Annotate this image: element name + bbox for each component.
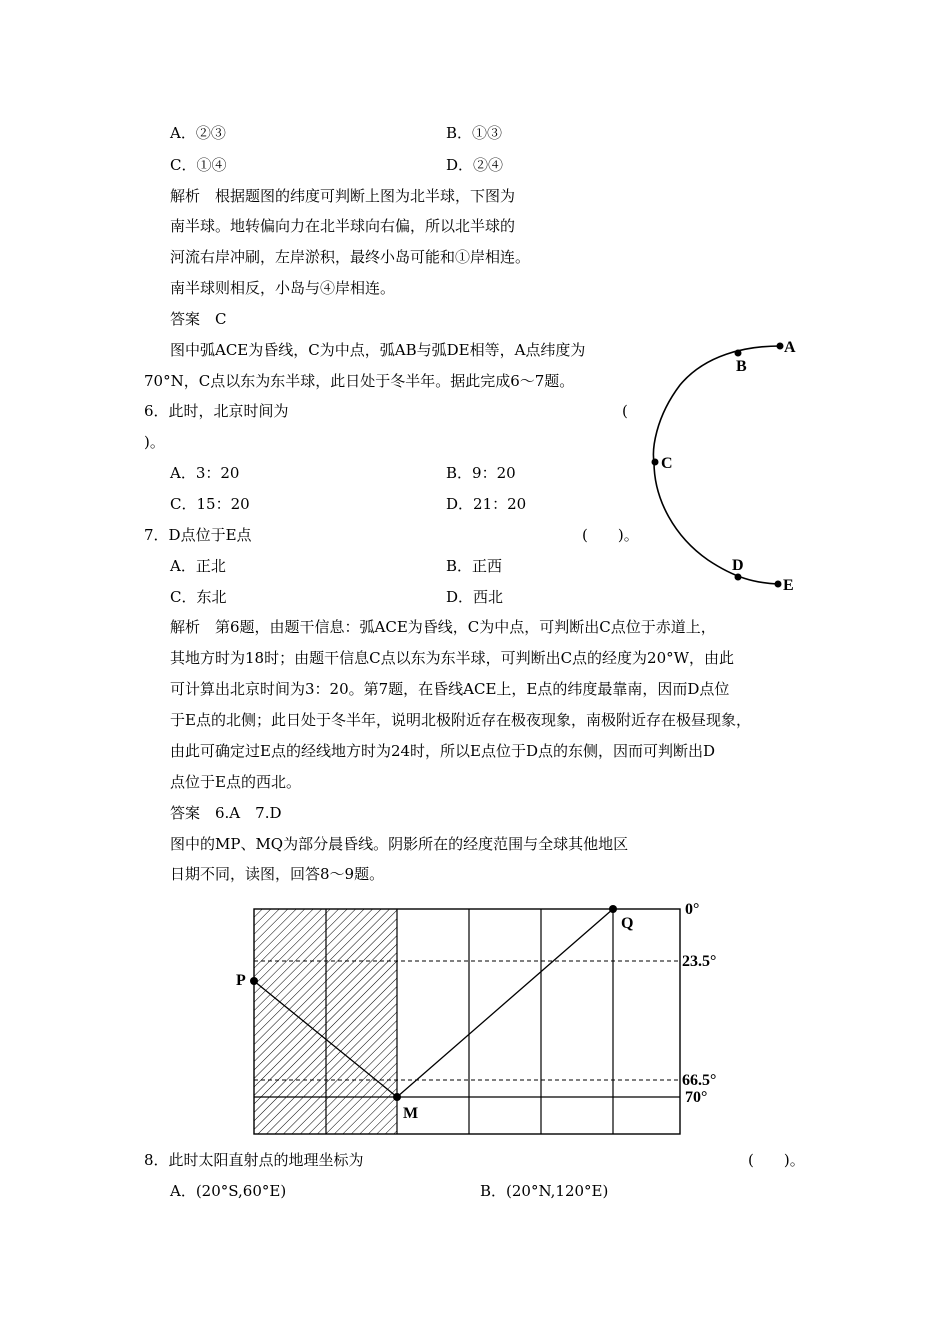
analysis-line: 于E点的北侧；此日处于冬半年，说明北极附近存在极夜现象，南极附近存在极昼现象， <box>170 711 751 729</box>
label-a: A <box>784 339 796 356</box>
option-b: B．(20°N,120°E) <box>480 1182 609 1200</box>
analysis-line: 南半球则相反，小岛与④岸相连。 <box>170 279 396 297</box>
point-c-dot <box>652 459 659 466</box>
stem-line: 图中弧ACE为昏线，C为中点，弧AB与弧DE相等，A点纬度为 <box>170 341 586 359</box>
analysis-line: 解析 根据题图的纬度可判断上图为北半球，下图为 <box>170 187 516 205</box>
stem-line: 日期不同，读图，回答8～9题。 <box>170 865 385 883</box>
stem-line: 70°N，C点以东为东半球，此日处于冬半年。据此完成6～7题。 <box>144 372 575 390</box>
option-a: A．正北 <box>170 557 226 575</box>
answer-line: 答案 6.A 7.D <box>170 804 282 822</box>
point-q-dot <box>609 905 617 913</box>
terminator-mq <box>397 909 613 1097</box>
option-b: B．正西 <box>446 557 503 575</box>
lat-label-66-5: 66.5° <box>682 1072 717 1089</box>
analysis-line: 其地方时为18时；由题干信息C点以东为东半球，可判断出C点的经度为20°W，由此 <box>170 649 735 667</box>
point-m-dot <box>393 1093 401 1101</box>
option-d: D．②④ <box>446 156 504 174</box>
terminator-grid-figure <box>230 895 740 1140</box>
lat-label-70: 70° <box>685 1089 708 1106</box>
option-c: C．15：20 <box>170 495 250 513</box>
label-e: E <box>783 577 794 594</box>
lat-label-0: 0° <box>685 901 700 918</box>
analysis-line: 解析 第6题，由题干信息：弧ACE为昏线，C为中点，可判断出C点位于赤道上， <box>170 618 716 636</box>
lat-label-23-5: 23.5° <box>682 953 717 970</box>
question-6: 6．此时，北京时间为 <box>144 402 289 420</box>
option-d: D．西北 <box>446 588 504 606</box>
answer-paren-close: )。 <box>144 433 165 451</box>
answer-paren-open: ( <box>622 402 628 420</box>
stem-line: 图中的MP、MQ为部分晨昏线。阴影所在的经度范围与全球其他地区 <box>170 835 629 853</box>
label-d: D <box>732 557 744 574</box>
option-a: A．②③ <box>170 124 226 142</box>
option-a: A．3：20 <box>170 464 240 482</box>
analysis-line: 由此可确定过E点的经线地方时为24时，所以E点位于D点的东侧，因而可判断出D <box>170 742 716 760</box>
label-p: P <box>236 972 246 989</box>
answer-paren: ( )。 <box>748 1151 805 1169</box>
question-7: 7．D点位于E点 <box>144 526 252 544</box>
label-c: C <box>661 455 673 472</box>
answer-paren: ( )。 <box>582 526 639 544</box>
point-e-dot <box>775 581 782 588</box>
point-p-dot <box>250 977 258 985</box>
analysis-line: 点位于E点的西北。 <box>170 773 301 791</box>
question-8: 8．此时太阳直射点的地理坐标为 <box>144 1151 364 1169</box>
label-m: M <box>403 1105 419 1122</box>
option-b: B．9：20 <box>446 464 516 482</box>
analysis-line: 可计算出北京时间为3：20。第7题，在昏线ACE上，E点的纬度最靠南，因而D点位 <box>170 680 730 698</box>
option-d: D．21：20 <box>446 495 527 513</box>
option-c: C．东北 <box>170 588 227 606</box>
point-a-dot <box>777 343 784 350</box>
label-q: Q <box>621 915 634 932</box>
analysis-line: 河流右岸冲刷，左岸淤积，最终小岛可能和①岸相连。 <box>170 248 531 266</box>
analysis-line: 南半球。地转偏向力在北半球向右偏，所以北半球的 <box>170 217 516 235</box>
point-b-dot <box>735 350 742 357</box>
option-a: A．(20°S,60°E) <box>170 1182 287 1200</box>
label-b: B <box>736 358 747 375</box>
point-d-dot <box>735 574 742 581</box>
option-c: C．①④ <box>170 156 227 174</box>
option-b: B．①③ <box>446 124 503 142</box>
arc-figure <box>640 330 810 600</box>
answer-line: 答案 C <box>170 310 227 328</box>
